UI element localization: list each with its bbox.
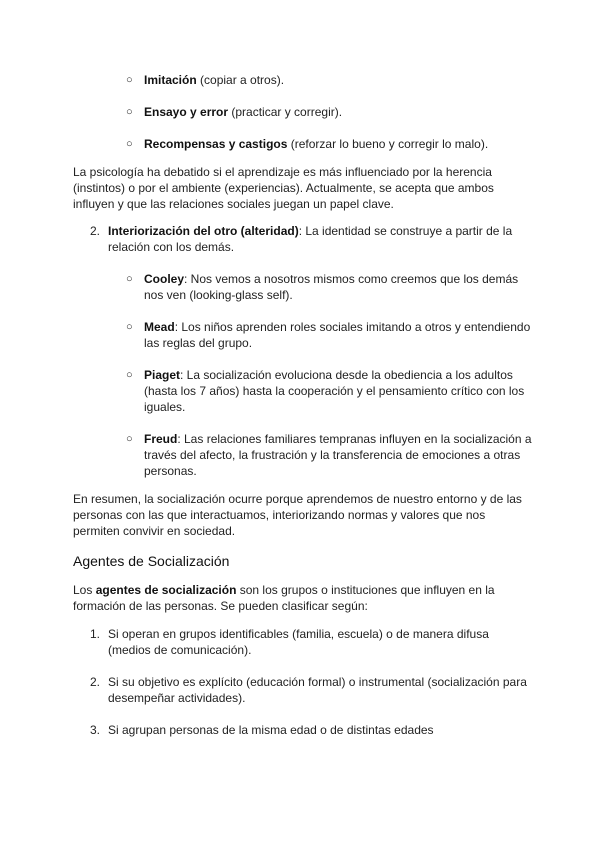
term: Interiorización del otro (alteridad) xyxy=(108,224,299,238)
term: Freud xyxy=(144,432,178,446)
paragraph: La psicología ha debatido si el aprendizaje es más influenciado por la herencia (instintos) o por el ambiente (experiencias). Actualmente, se acepta que ambos influyen y que las relaciones sociales juegan un papel clave. xyxy=(73,165,494,211)
bullet-marker: ○ xyxy=(126,138,133,150)
list-item xyxy=(126,319,536,351)
bullet-marker: ○ xyxy=(126,321,133,333)
text-segment: Los xyxy=(73,583,96,597)
item-number: 2. xyxy=(90,675,101,689)
term: Piaget xyxy=(144,368,181,382)
numbered-item xyxy=(90,722,530,738)
term: Cooley xyxy=(144,272,185,286)
description: : Nos vemos a nosotros mismos como creemos que los demás nos ven (looking-glass self). xyxy=(144,272,519,302)
paragraph: En resumen, la socialización ocurre porque aprendemos de nuestro entorno y de las personas con las que interactuamos, interiorizando normas y valores que nos permiten convivir en sociedad. xyxy=(73,492,522,538)
description: : Las relaciones familiares tempranas influyen en la socialización a través del afecto, la frustración y la transferencia de emociones a otras personas. xyxy=(144,432,532,478)
bullet-marker: ○ xyxy=(126,74,133,86)
section-heading: Agentes de Socialización xyxy=(73,553,230,569)
description: : La socialización evoluciona desde la obediencia a los adultos (hasta los 7 años) hasta la cooperación y el pensamiento crítico con los iguales. xyxy=(144,368,525,414)
item-number: 3. xyxy=(90,723,101,737)
bullet-marker: ○ xyxy=(126,106,133,118)
bullet-marker: ○ xyxy=(126,273,133,285)
text-segment: son los grupos o instituciones que influyen en la formación de las personas. Se pueden clasificar según: xyxy=(73,583,495,613)
item-text: Si agrupan personas de la misma edad o de distintas edades xyxy=(108,723,434,737)
list-item xyxy=(126,104,536,120)
term: Ensayo y error xyxy=(144,105,229,119)
item-number: 2. xyxy=(90,224,101,238)
item-number: 1. xyxy=(90,627,101,641)
term: agentes de socialización xyxy=(95,583,237,597)
description: (reforzar lo bueno y corregir lo malo). xyxy=(287,137,489,151)
numbered-item xyxy=(90,223,530,255)
term: Imitación xyxy=(144,73,197,87)
list-item xyxy=(126,431,536,479)
numbered-item xyxy=(90,674,530,706)
list-item xyxy=(126,367,536,415)
list-item xyxy=(126,136,536,152)
term: Mead xyxy=(144,320,175,334)
description: (copiar a otros). xyxy=(196,73,285,87)
list-item xyxy=(126,72,536,88)
bullet-marker: ○ xyxy=(126,369,133,381)
item-text: Si su objetivo es explícito (educación formal) o instrumental (socialización para desempeñar actividades). xyxy=(108,675,527,705)
paragraph xyxy=(73,582,531,614)
description: (practicar y corregir). xyxy=(228,105,343,119)
term: Recompensas y castigos xyxy=(144,137,288,151)
list-item xyxy=(126,271,536,303)
item-text: Si operan en grupos identificables (familia, escuela) o de manera difusa (medios de comunicación). xyxy=(108,627,489,657)
numbered-item xyxy=(90,626,530,658)
bullet-marker: ○ xyxy=(126,433,133,445)
description: : Los niños aprenden roles sociales imitando a otros y entendiendo las reglas del grupo. xyxy=(144,320,531,350)
description: : La identidad se construye a partir de la relación con los demás. xyxy=(108,224,513,254)
